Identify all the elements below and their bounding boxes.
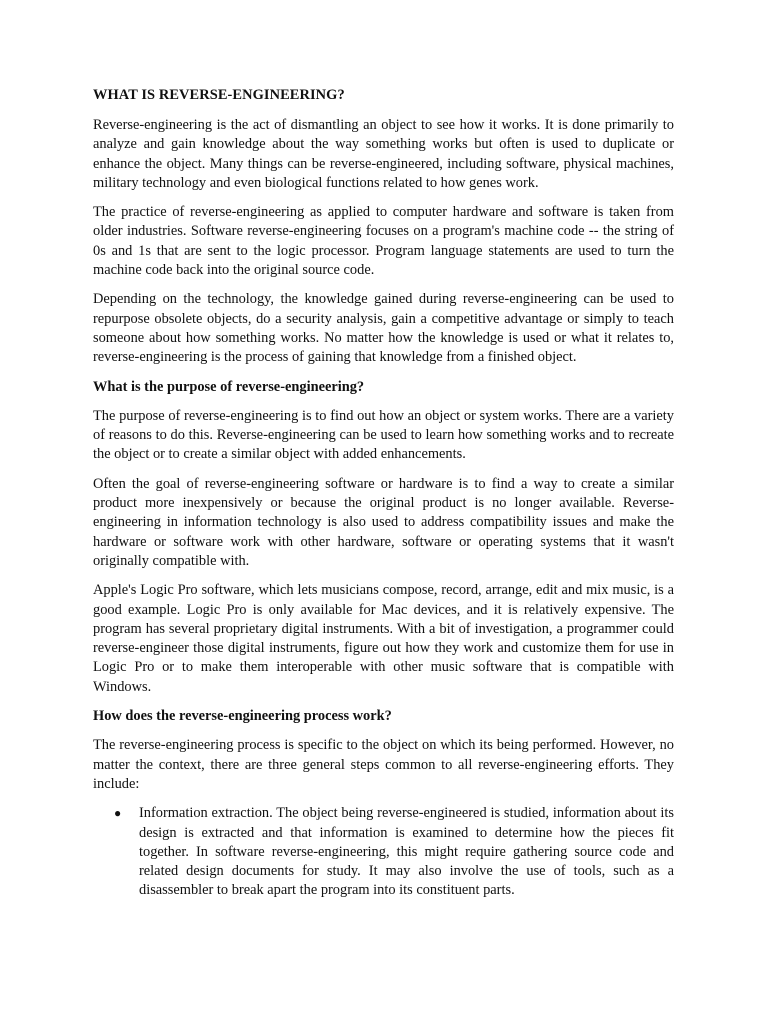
list-item — [93, 804, 674, 900]
intro-paragraph-3: Depending on the technology, the knowledge gained during reverse-engineering can be used to repurpose obsolete objects, do a security analysis, gain a competitive advantage or simply to teach someone about how something works. No matter how the knowledge is used or what it relates to, reverse-engineering is the process of gaining that knowledge from a finished object. — [93, 291, 674, 366]
purpose-paragraph-2: Often the goal of reverse-engineering software or hardware is to find a way to create a similar product more inexpensively or because the original product is no longer available. Reverse-engineering in information technology is also used to address compatibility issues and make the hardware or software work with other hardware, software or operating systems that it wasn't originally compatible with. — [93, 475, 674, 569]
intro-paragraph-1: Reverse-engineering is the act of dismantling an object to see how it works. It is done primarily to analyze and gain knowledge about the way something works but often is used to duplicate or enhance the object. Many things can be reverse-engineered, including software, physical machines, military technology and even biological functions related to how genes work. — [93, 117, 674, 191]
process-steps-list — [93, 804, 674, 900]
purpose-paragraph-3: Apple's Logic Pro software, which lets musicians compose, record, arrange, edit and mix music, is a good example. Logic Pro is only available for Mac devices, and it is relatively expensive. The program has several proprietary digital instruments. With a bit of investigation, a programmer could reverse-engineer those digital instruments, figure out how they work and customize them for use in Logic Pro or to make them interoperable with other music software that is compatible with Windows. — [93, 582, 674, 695]
list-item-text: Information extraction. The object being reverse-engineered is studied, information about its design is extracted and that information is examined to determine how the pieces fit together. In software reverse-engineering, this might require gathering source code and related design documents for study. It may also involve the use of tools, such as a disassembler to break apart the program into its constituent parts. — [139, 805, 674, 899]
process-heading: How does the reverse-engineering process work? — [93, 708, 392, 725]
intro-paragraph-2: The practice of reverse-engineering as applied to computer hardware and software is taken from older industries. Software reverse-engineering focuses on a program's machine code -- the string of 0s and 1s that are sent to the logic processor. Program language statements are used to turn the machine code back into the original source code. — [93, 204, 674, 279]
process-paragraph: The reverse-engineering process is specific to the object on which its being performed. However, no matter the context, there are three general steps common to all reverse-engineering efforts. They include: — [93, 737, 674, 792]
purpose-paragraph-1: The purpose of reverse-engineering is to find out how an object or system works. There are a variety of reasons to do this. Reverse-engineering can be used to learn how something works and to recreate the object or to create a similar object with added enhancements. — [93, 407, 674, 463]
purpose-heading: What is the purpose of reverse-engineering? — [93, 378, 365, 395]
document-page — [93, 86, 674, 901]
document-title: WHAT IS REVERSE-ENGINEERING? — [93, 87, 345, 103]
bullet-icon: ● — [114, 806, 122, 821]
